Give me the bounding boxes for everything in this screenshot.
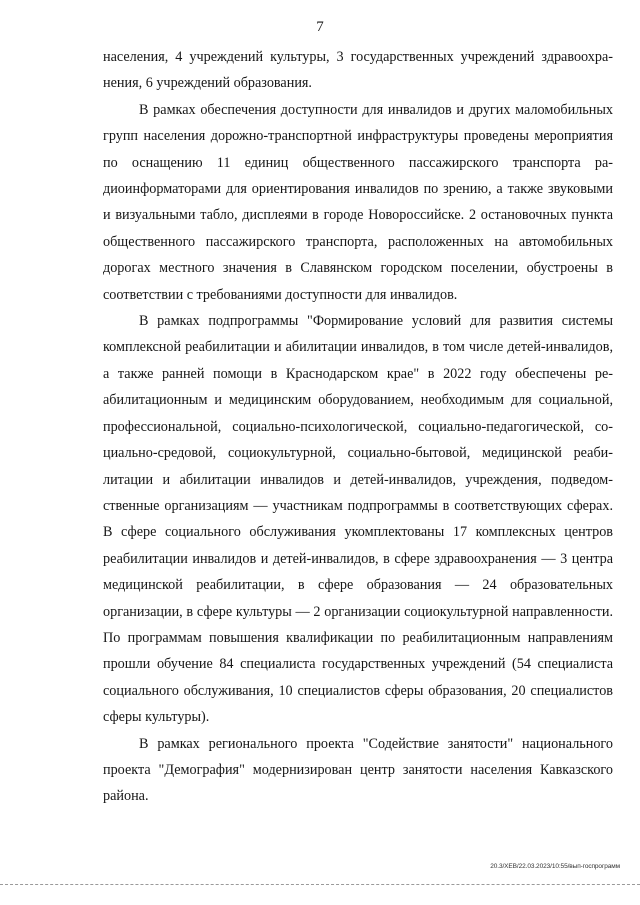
- paragraph-continuation: населения, 4 учреждений культуры, 3 государственных учреждений здравоохранения, 6 учреждений образования.: [103, 49, 613, 92]
- page-edge-divider: [0, 884, 640, 885]
- document-body: [103, 44, 613, 810]
- paragraph-transport-accessibility: В рамках обеспечения доступности для инвалидов и других маломобильных групп населения дорожно-транспортной инфраструктуры проведены мероприятия по оснащению 11 единиц общественного пассажирского транспорта радиоинформаторами для ориентирования инвалидов по зрению, а также звуковыми и визуальными табло, дисплеями в городе Новороссийске. 2 остановочных пункта общественного пассажирского транспорта, расположенных на автомобильных дорогах местного значения в Славянском городском поселении, обустроены в соответствии с требованиями доступности для инвалидов.: [103, 101, 613, 303]
- document-stamp: 20.3/ХЕВ/22.03.2023/10:55/вып-госпрограмм: [490, 863, 620, 870]
- paragraph-employment-project: В рамках регионального проекта "Содействие занятости" национального проекта "Демография" модернизирован центр занятости населения Кавказского района.: [103, 735, 613, 805]
- page-number: 7: [316, 19, 324, 35]
- paragraph-rehabilitation-subprogram: В рамках подпрограммы "Формирование условий для развития системы комплексной реабилитации и абилитации инвалидов, в том числе детей-инвалидов, а также ранней помощи в Краснодарском крае" в 2022 году обеспечены реабилитационным и медицинским оборудованием, необходимым для социальной, профессиональной, социально-психологической, социально-педагогической, социально-средовой, социокультурной, социально-бытовой, медицинской реабилитации и абилитации инвалидов и детей-инвалидов, учреждения, подведомственные организациям — участникам подпрограммы в соответствующих сферах. В сфере социального обслуживания укомплектованы 17 комплексных центров реабилитации инвалидов и детей-инвалидов, в сфере здравоохранения — 3 центра медицинской реабилитации, в сфере образования — 24 образовательных организации, в сфере культуры — 2 организации социокультурной направленности. По программам повышения квалификации по реабилитационным направлениям прошли обучение 84 специалиста государственных учреждений (54 специалиста социального обслуживания, 10 специалистов сферы образования, 20 специалистов сферы культуры).: [103, 313, 613, 726]
